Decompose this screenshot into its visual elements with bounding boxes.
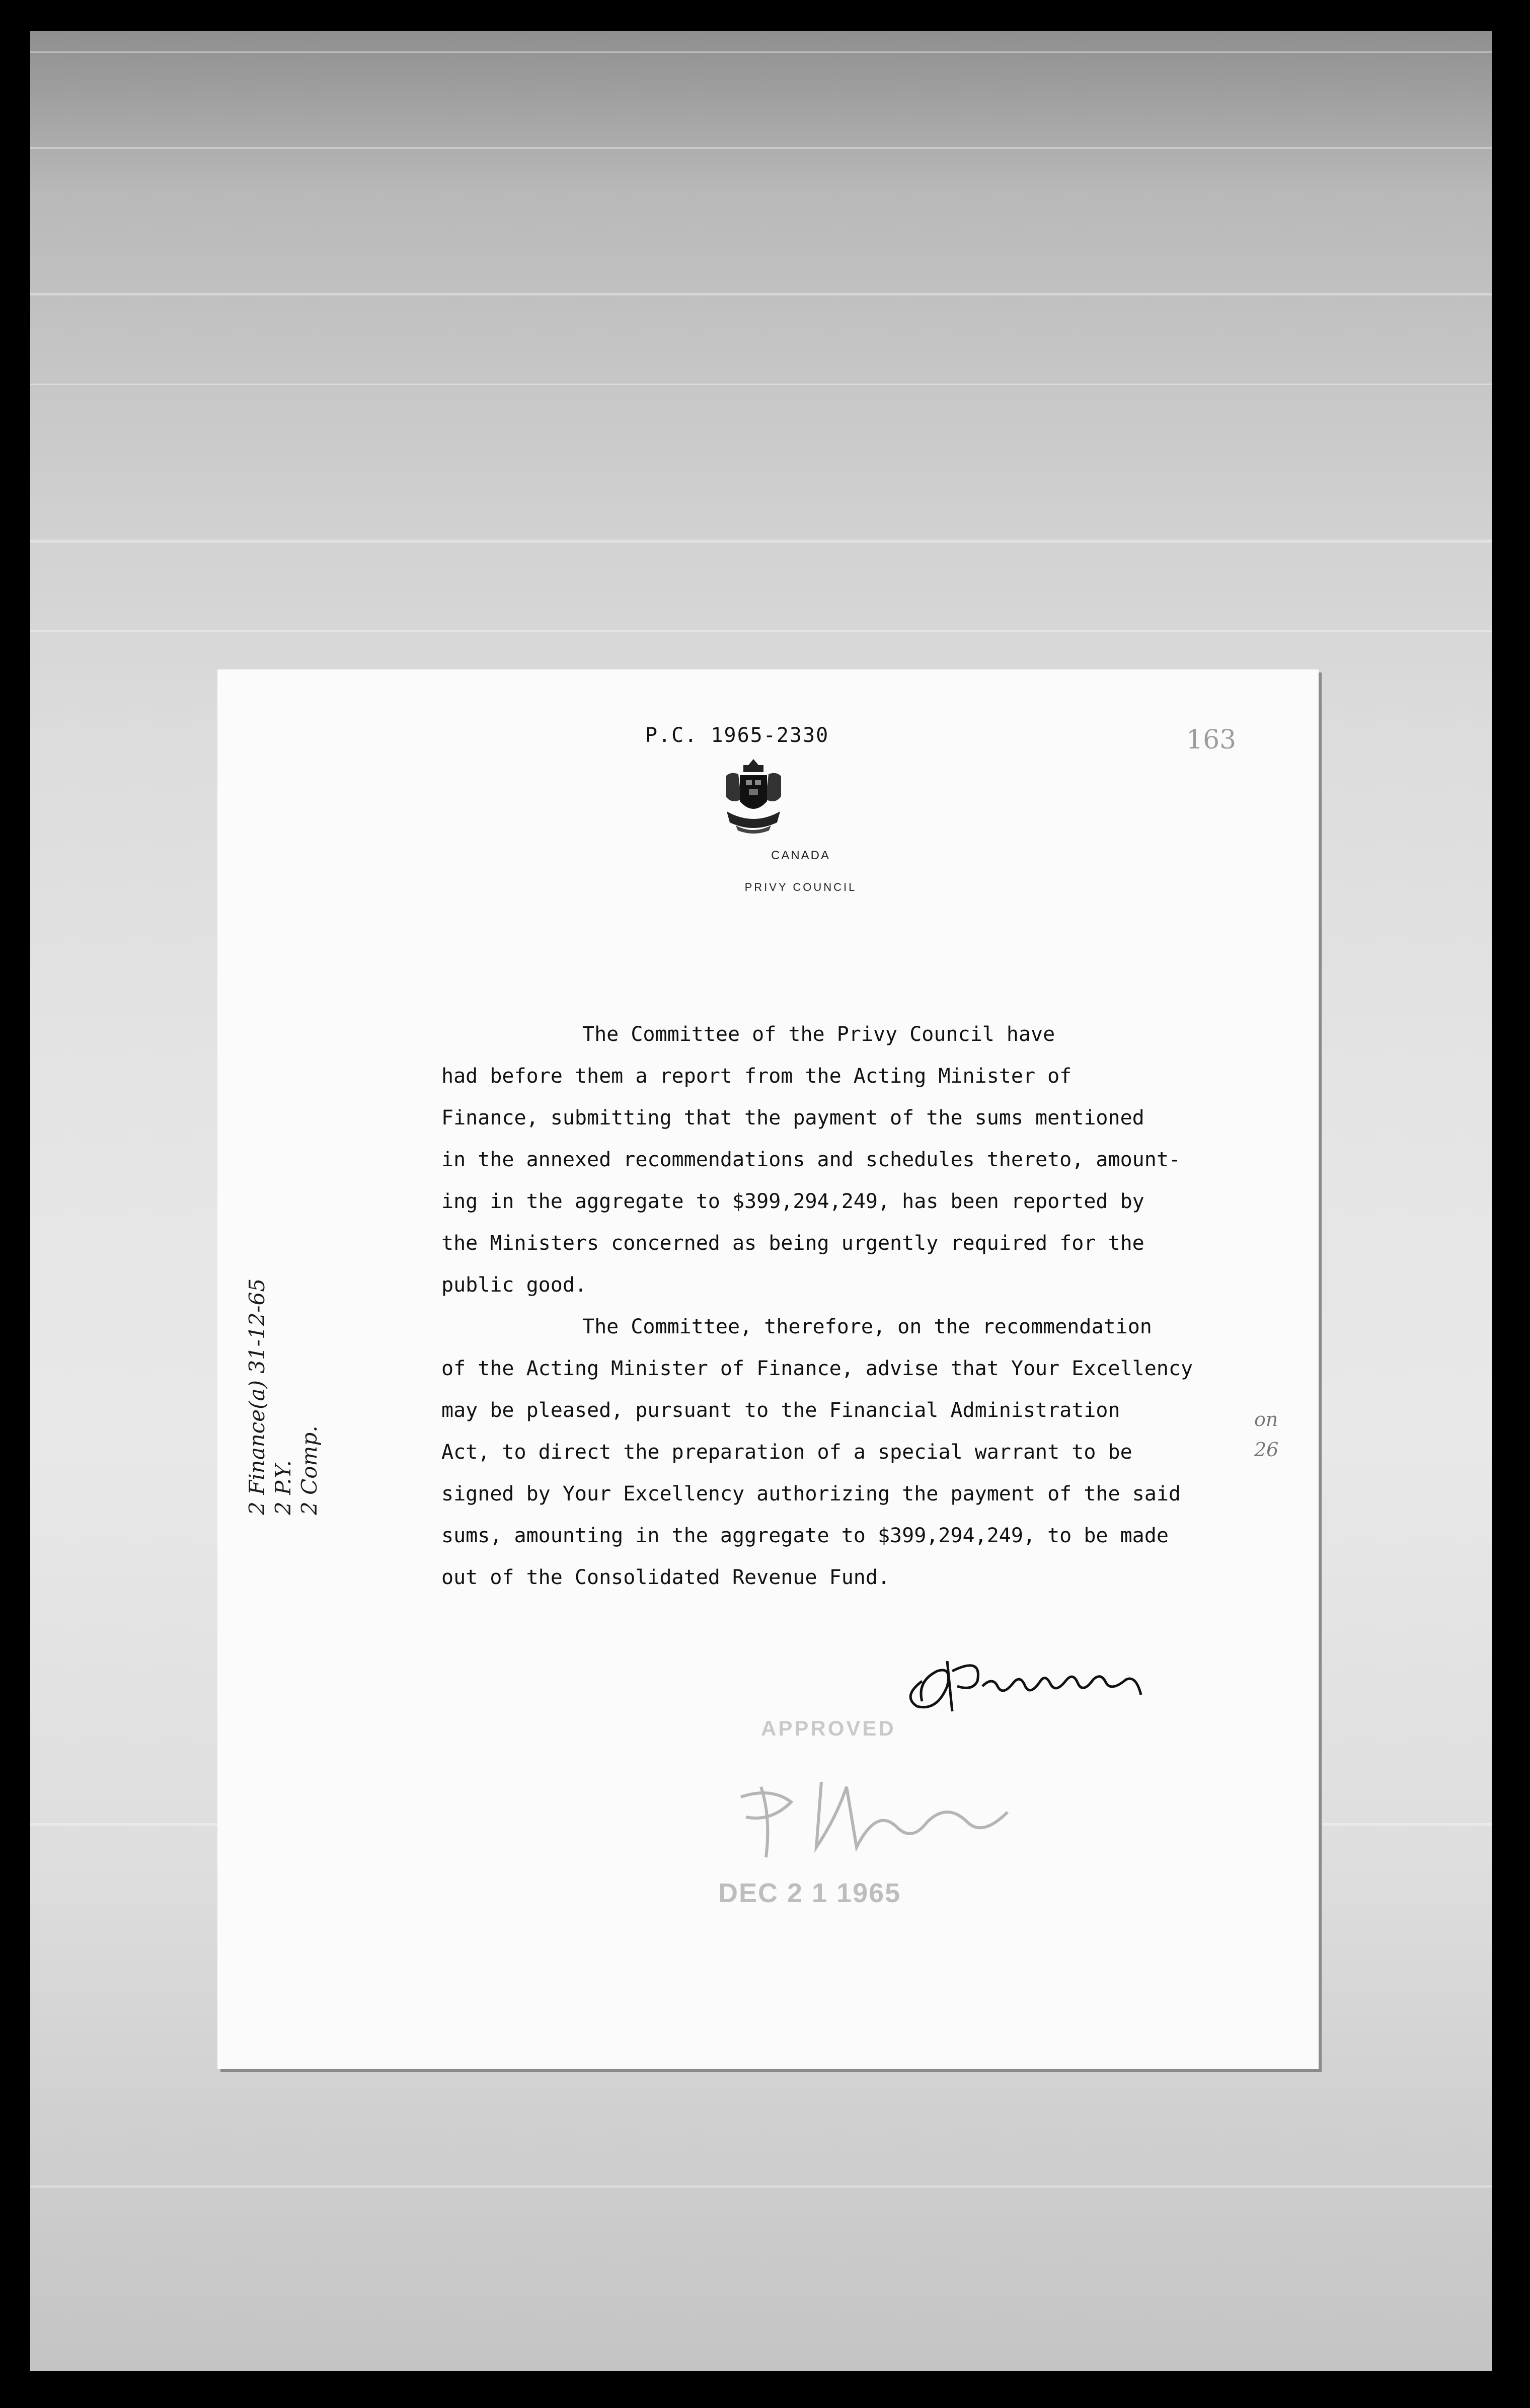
body-line: the Ministers concerned as being urgently required for the	[441, 1232, 1144, 1255]
body-line: signed by Your Excellency authorizing the payment of the said	[441, 1482, 1181, 1506]
letterhead-country: CANADA	[771, 849, 831, 862]
body-line: in the annexed recommendations and schedules thereto, amount-	[441, 1148, 1181, 1171]
right-margin-note: on 26	[1254, 1408, 1279, 1461]
body-line: sums, amounting in the aggregate to $399,294,249, to be made	[441, 1524, 1169, 1547]
body-line: out of the Consolidated Revenue Fund.	[441, 1566, 890, 1589]
body-line: The Committee of the Privy Council have	[582, 1023, 1055, 1046]
pc-number: P.C. 1965-2330	[645, 724, 829, 747]
signature-image	[892, 1651, 1194, 1721]
body-line: of the Acting Minister of Finance, advise that Your Excellency	[441, 1357, 1193, 1380]
approval-date: DEC 2 1 1965	[718, 1878, 901, 1908]
coat-of-arms-icon	[716, 756, 791, 837]
letterhead-office: PRIVY COUNCIL	[744, 881, 857, 893]
approval-stamp: APPROVED	[761, 1716, 896, 1740]
body-line: Finance, submitting that the payment of the sums mentioned	[441, 1106, 1144, 1130]
body-line: public good.	[441, 1273, 587, 1297]
page-number: 163	[1186, 725, 1237, 755]
body-line: had before them a report from the Acting Minister of	[441, 1065, 1072, 1088]
body-line: may be pleased, pursuant to the Financial Administration	[441, 1399, 1120, 1422]
body-line: ing in the aggregate to $399,294,249, has been reported by	[441, 1190, 1144, 1213]
margin-note: 2 Finance(a) 31-12-65 2 P.Y. 2 Comp.	[245, 1278, 322, 1515]
body-line: The Committee, therefore, on the recommendation	[582, 1315, 1152, 1338]
document-page	[217, 669, 1319, 2069]
governor-general-signature	[721, 1767, 1073, 1867]
body-line: Act, to direct the preparation of a special warrant to be	[441, 1441, 1132, 1464]
